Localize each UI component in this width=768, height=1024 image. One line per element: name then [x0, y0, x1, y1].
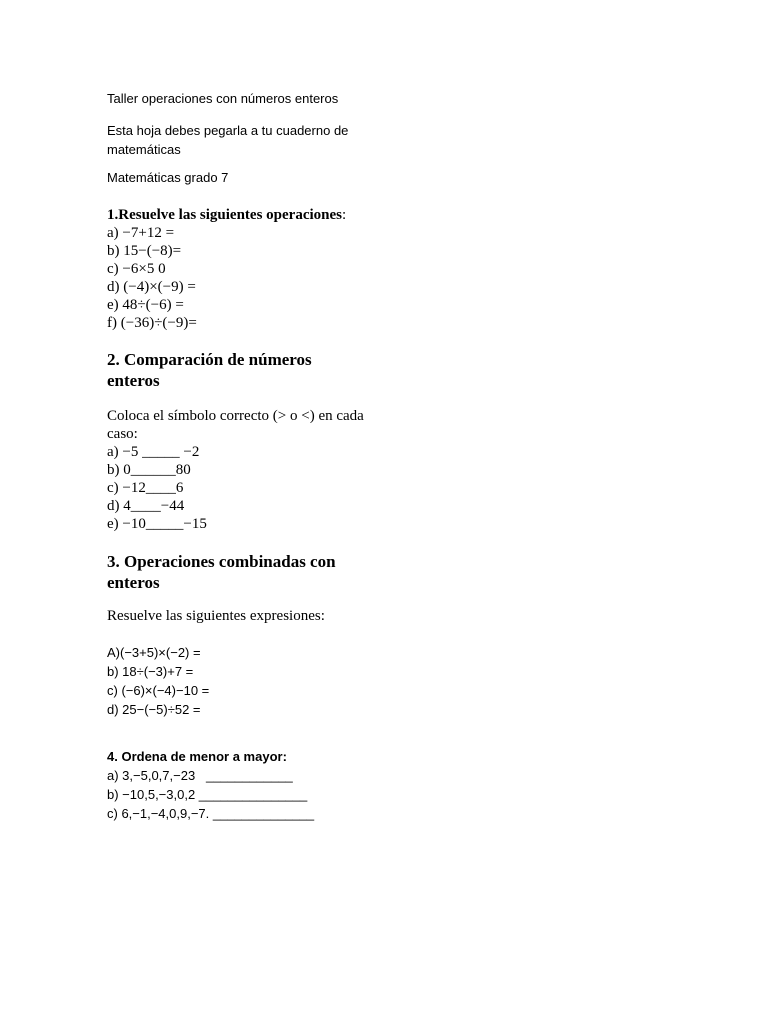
section-2: [107, 407, 367, 533]
worksheet-title: Taller operaciones con números enteros: [107, 91, 339, 106]
section-3-list: [107, 643, 367, 719]
section-4-heading: 4. Ordena de menor a mayor:: [107, 749, 287, 764]
section-1: [107, 206, 367, 332]
list-item: d) 25−(−5)÷52 =: [107, 702, 201, 717]
section-3-heading: 3. Operaciones combinadas con enteros: [107, 552, 336, 592]
list-item: c) −12____6: [107, 480, 184, 496]
worksheet-subject: Matemáticas grado 7: [107, 170, 229, 185]
list-item: c) 6,−1,−4,0,9,−7. ______________: [107, 806, 315, 821]
list-item: e) 48÷(−6) =: [107, 297, 184, 313]
list-item: e) −10_____−15: [107, 516, 207, 532]
section-3-intro: Resuelve las siguientes expresiones:: [107, 608, 325, 624]
list-item: a) −5 _____ −2: [107, 444, 200, 460]
list-item: b) 18÷(−3)+7 =: [107, 664, 194, 679]
list-item: A)(−3+5)×(−2) =: [107, 645, 201, 660]
list-item: b) −10,5,−3,0,2 _______________: [107, 787, 308, 802]
list-item: a) 3,−5,0,7,−23 ____________: [107, 768, 293, 783]
list-item: a) −7+12 =: [107, 225, 175, 241]
list-item: c) (−6)×(−4)−10 =: [107, 683, 210, 698]
list-item: b) 0______80: [107, 462, 191, 478]
section-4: [107, 747, 407, 823]
section-2-intro: Coloca el símbolo correcto (> o <) en cada caso:: [107, 408, 364, 442]
worksheet-instruction: Esta hoja debes pegarla a tu cuaderno de matemáticas: [107, 123, 349, 157]
list-item: d) 4____−44: [107, 498, 185, 514]
list-item: f) (−36)÷(−9)=: [107, 315, 197, 331]
list-item: d) (−4)×(−9) =: [107, 279, 196, 295]
list-item: b) 15−(−8)=: [107, 243, 182, 259]
section-2-heading: 2. Comparación de números enteros: [107, 350, 312, 390]
list-item: c) −6×5 0: [107, 261, 166, 277]
section-1-heading: 1.Resuelve las siguientes operaciones:: [107, 207, 347, 223]
